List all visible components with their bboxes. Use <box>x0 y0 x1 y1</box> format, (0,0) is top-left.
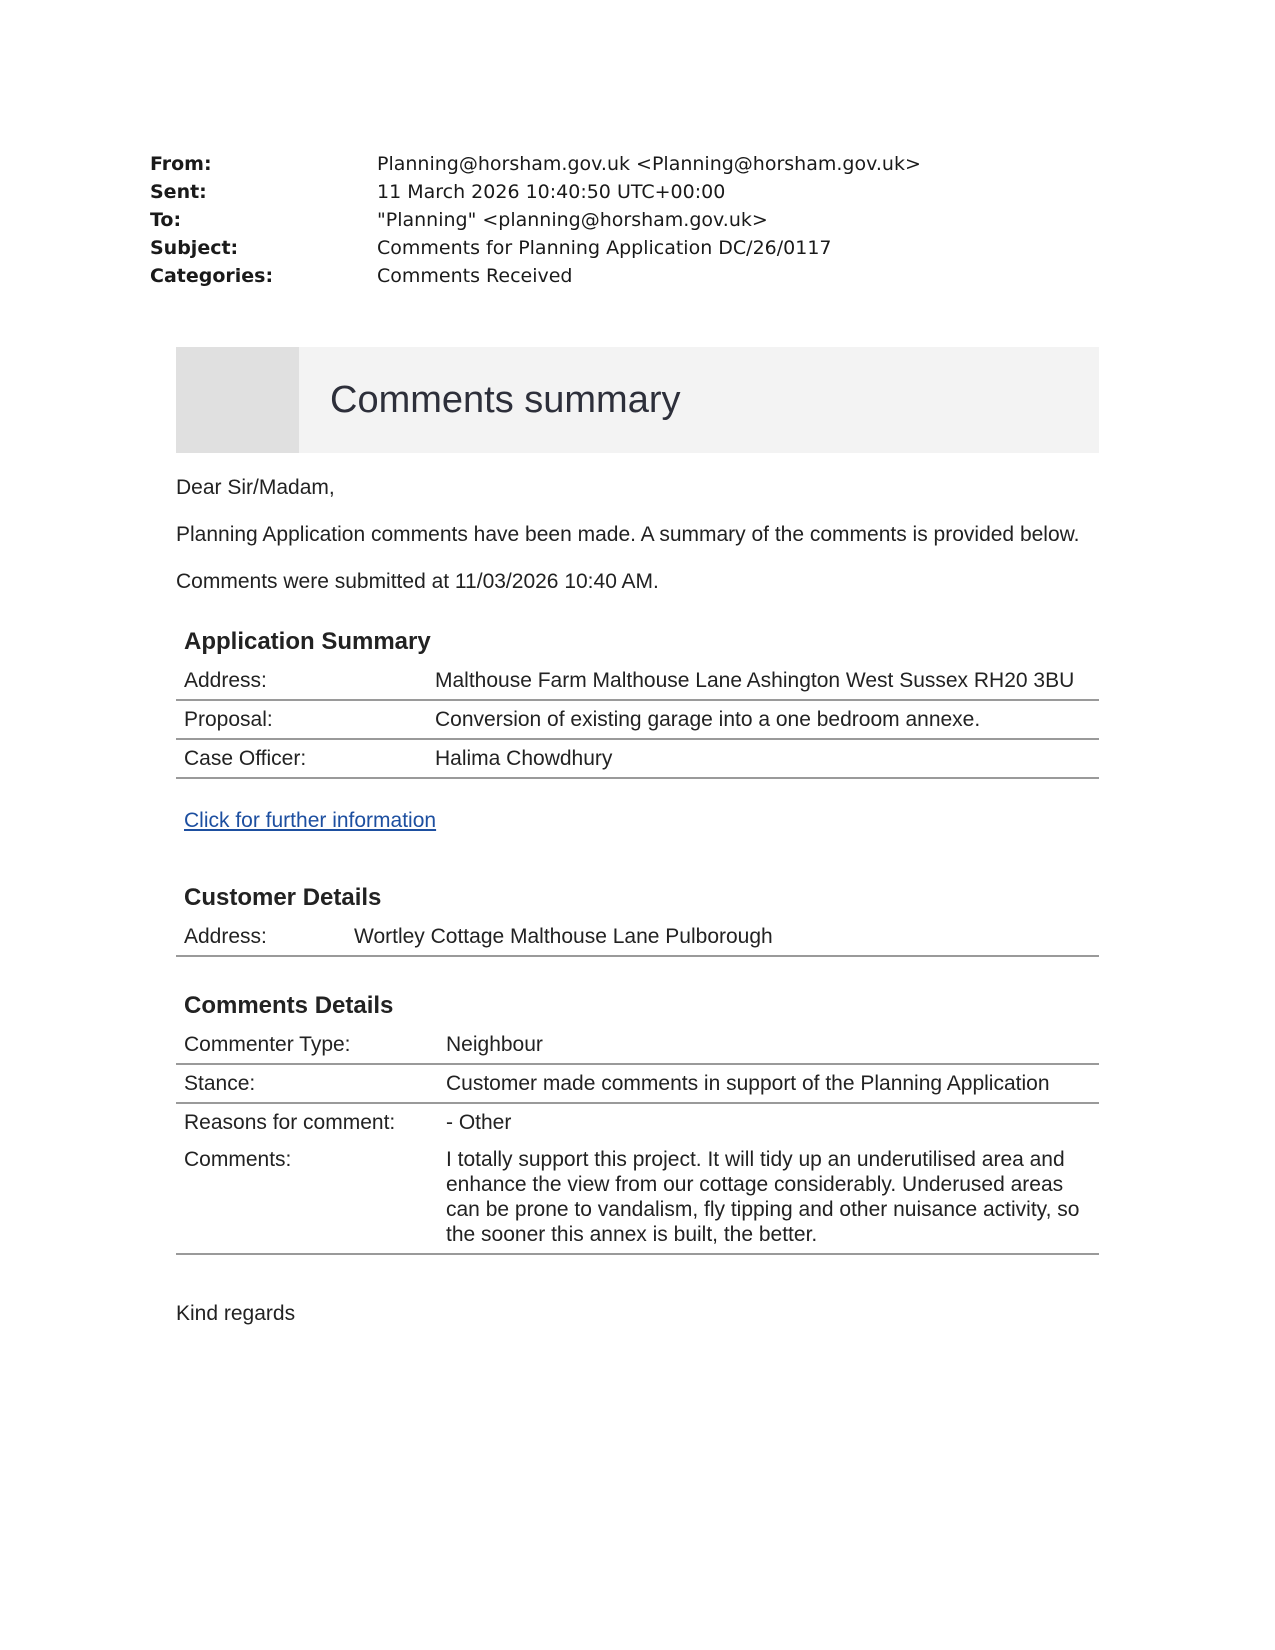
comments-label: Comments: <box>176 1141 438 1254</box>
subject-value: Comments for Planning Application DC/26/0117 <box>377 237 832 259</box>
application-address-value: Malthouse Farm Malthouse Lane Ashington West Sussex RH20 3BU <box>427 662 1099 700</box>
customer-details-table <box>176 918 1099 957</box>
email-from-row <box>150 150 1050 178</box>
greeting: Dear Sir/Madam, <box>176 476 335 499</box>
table-row <box>176 1141 1099 1254</box>
customer-address-value: Wortley Cottage Malthouse Lane Pulborough <box>346 918 1099 956</box>
subject-label: Subject: <box>150 237 239 259</box>
from-value: Planning@horsham.gov.uk <Planning@horsham.gov.uk> <box>377 153 921 175</box>
table-row <box>176 662 1099 700</box>
commenter-type-value: Neighbour <box>438 1026 1099 1064</box>
commenter-type-label: Commenter Type: <box>176 1026 438 1064</box>
comments-summary-banner <box>176 347 1099 453</box>
application-summary-table <box>176 662 1099 779</box>
proposal-value: Conversion of existing garage into a one bedroom annexe. <box>427 700 1099 739</box>
customer-details-heading: Customer Details <box>184 884 382 911</box>
sent-value: 11 March 2026 10:40:50 UTC+00:00 <box>377 181 726 203</box>
email-to-row <box>150 206 1050 234</box>
from-label: From: <box>150 153 212 175</box>
to-label: To: <box>150 209 182 231</box>
submitted-time: Comments were submitted at 11/03/2026 10:40 AM. <box>176 570 659 593</box>
email-body <box>176 347 1099 1327</box>
categories-label: Categories: <box>150 265 274 287</box>
email-sent-row <box>150 178 1050 206</box>
reasons-label: Reasons for comment: <box>184 1111 396 1134</box>
stance-value: Customer made comments in support of the Planning Application <box>438 1064 1099 1103</box>
to-value: "Planning" <planning@horsham.gov.uk> <box>377 209 768 231</box>
categories-value: Comments Received <box>377 265 573 287</box>
closing-text: Kind regards <box>176 1302 296 1325</box>
application-address-label: Address: <box>176 662 427 700</box>
sent-label: Sent: <box>150 181 207 203</box>
comments-details-table <box>176 1026 1099 1255</box>
further-information-link[interactable]: Click for further information <box>184 809 437 832</box>
table-row <box>176 1026 1099 1064</box>
email-subject-row <box>150 234 1050 262</box>
table-row <box>176 1103 1099 1141</box>
customer-address-label: Address: <box>176 918 346 956</box>
comments-details-heading: Comments Details <box>184 992 394 1019</box>
banner-logo-placeholder <box>176 347 299 453</box>
proposal-label: Proposal: <box>176 700 427 739</box>
table-row <box>176 739 1099 778</box>
email-header <box>150 150 1050 290</box>
case-officer-label: Case Officer: <box>176 739 427 778</box>
email-categories-row <box>150 262 1050 290</box>
case-officer-value: Halima Chowdhury <box>427 739 1099 778</box>
stance-label: Stance: <box>176 1064 438 1103</box>
table-row <box>176 1064 1099 1103</box>
table-row <box>176 700 1099 739</box>
intro-message: Planning Application comments have been made. A summary of the comments is provided below. <box>176 523 1080 546</box>
application-summary-heading: Application Summary <box>184 628 431 655</box>
table-row <box>176 918 1099 956</box>
reasons-value: - Other <box>446 1111 512 1134</box>
further-info-link-wrap <box>176 809 1099 835</box>
banner-title: Comments summary <box>299 347 1099 453</box>
comments-value: I totally support this project. It will tidy up an underutilised area and enhance the view from our cottage considerably. Underused areas can be prone to vandalism, fly tipping and other nuisance activity, so the sooner this annex is built, the better. <box>438 1141 1099 1254</box>
